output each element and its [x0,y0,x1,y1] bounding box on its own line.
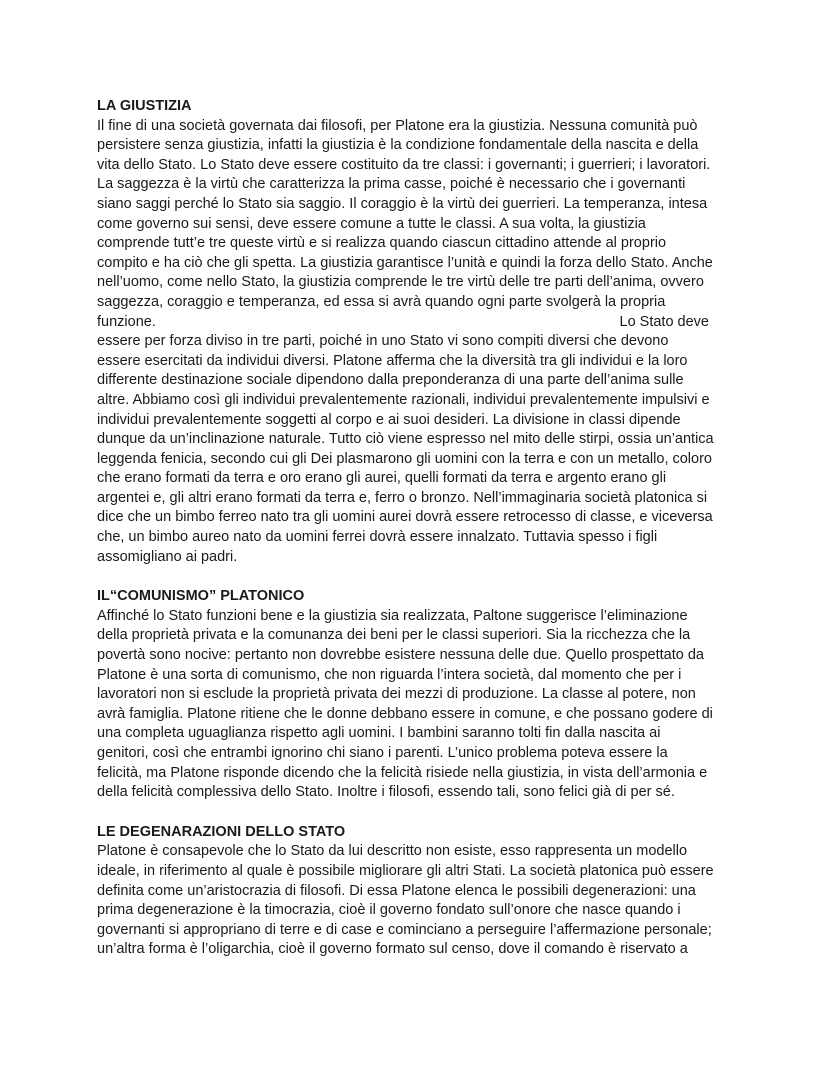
text-line: nell’uomo, come nello Stato, la giustizia comprende le tre virtù delle tre parti dell’anima, ovvero [97,274,704,291]
text-line: della proprietà privata e la comunanza dei beni per le classi superiori. Sia la ricchezza che la [97,627,691,644]
text-line: argentei e, gli altri erano formati da terra e, ferro o bronzo. Nell’immaginaria società platonica si [97,489,708,506]
text-line: differente destinazione sociale dipendono dalla preponderanza di una parte dell’anima sulle [97,372,684,389]
section-heading: LA GIUSTIZIA [97,98,192,114]
text-line: compito e ha ciò che gli spetta. La giustizia garantisce l’unità e quindi la forza dello Stato. Anche [97,254,713,271]
text-line: un’altra forma è l’oligarchia, cioè il governo formato sul censo, dove il comando è riservato a [97,941,688,958]
text-line: povertà sono nocive: pertanto non dovrebbe esistere nessuna delle due. Quello prospettato da [97,647,704,664]
text-line: che erano formati da terra e oro erano gli aurei, quelli formati da terra e argento erano gli [97,470,667,487]
section-la-giustizia [97,97,717,567]
text-line: individui prevalentemente soggetti al corpo e ai suoi desideri. La divisione in classi dipende [97,411,681,428]
text-line: altre. Abbiamo così gli individui prevalentemente razionali, individui prevalentemente impulsivi e [97,391,710,408]
section-heading: IL“COMUNISMO” PLATONICO [97,588,305,605]
text-line: saggezza, coraggio e temperanza, ed essa si avrà quando ogni parte svolgerà la propria [97,293,666,310]
text-line: persistere senza giustizia, infatti la giustizia è la condizione fondamentale della nascita e della [97,137,699,154]
text-line: Platone è una sorta di comunismo, che non riguarda l’intera società, dal momento che per i [97,666,682,683]
text-line: Affinché lo Stato funzioni bene e la giustizia sia realizzata, Paltone suggerisce l’eliminazione [97,607,688,624]
text-line: che, un bimbo aureo nato da uomini ferrei dovrà essere innalzato. Tuttavia spesso i figli [97,529,658,546]
text-line: dice che un bimbo ferreo nato tra gli uomini aurei dovrà essere retrocesso di classe, e viceversa [97,509,713,526]
text-line: assomigliano ai padri. [97,548,238,565]
document-page [97,97,717,980]
text-line: La saggezza è la virtù che caratterizza la prima casse, poiché è necessario che i governanti [97,176,686,193]
text-line: dunque da un’inclinazione naturale. Tutto ciò viene espresso nel mito delle stirpi, ossia un’antica [97,431,714,448]
text-fragment-left: funzione. [97,313,156,330]
text-line-split [97,313,717,333]
text-line: governanti si appropriano di terre e di case e cominciano a perseguire l’affermazione personale; [97,921,712,938]
text-line: ideale, in riferimento al quale è possibile migliorare gli altri Stati. La società platonica può essere [97,862,714,879]
section-heading: LE DEGENARAZIONI DELLO STATO [97,823,346,840]
text-line: Il fine di una società governata dai filosofi, per Platone era la giustizia. Nessuna comunità può [97,117,698,134]
text-line: definita come un’aristocrazia di filosofi. Di essa Platone elenca le possibili degenerazioni: una [97,882,696,899]
text-line: vita dello Stato. Lo Stato deve essere costituito da tre classi: i governanti; i guerrieri; i lavoratori. [97,156,711,173]
text-line: essere esercitati da individui diversi. Platone afferma che la diversità tra gli individui e la loro [97,352,688,369]
text-line: una completa uguaglianza rispetto agli uomini. I bambini saranno tolti fin dalla nascita ai [97,725,661,742]
text-line: Platone è consapevole che lo Stato da lui descritto non esiste, esso rappresenta un modello [97,843,688,860]
text-fragment-right: Lo Stato deve [619,313,709,330]
text-line: genitori, così che entrambi ignorino chi siano i parenti. L’unico problema poteva essere la [97,745,668,761]
text-line: comprende tutt’e tre queste virtù e si realizza quando ciascun cittadino attende al proprio [97,235,667,252]
section-comunismo-platonico [97,587,717,803]
text-line: della felicità complessiva dello Stato. Inoltre i filosofi, essendo tali, sono felici già di per sé. [97,784,675,801]
text-line: come governo sui sensi, deve essere comune a tutte le classi. A sua volta, la giustizia [97,215,646,232]
text-line: essere per forza diviso in tre parti, poiché in uno Stato vi sono compiti diversi che devono [97,333,669,350]
text-line: felicità, ma Platone risponde dicendo che la felicità risiede nella giustizia, in vista dell’armonia e [97,764,708,781]
section-degenerazioni-stato [97,823,717,960]
text-line: lavoratori non si esclude la proprietà privata dei mezzi di produzione. La classe al potere, non [97,686,696,703]
text-line: avrà famiglia. Platone ritiene che le donne debbano essere in comune, e che possano godere di [97,705,713,722]
text-line: siano saggi perché lo Stato sia saggio. Il coraggio è la virtù dei guerrieri. La temperanza, intesa [97,195,708,212]
text-line: prima degenerazione è la timocrazia, cioè il governo fondato sull’onore che nasce quando i [97,902,681,919]
text-line: leggenda fenicia, secondo cui gli Dei plasmarono gli uomini con la terra e con un metallo, coloro [97,450,712,467]
